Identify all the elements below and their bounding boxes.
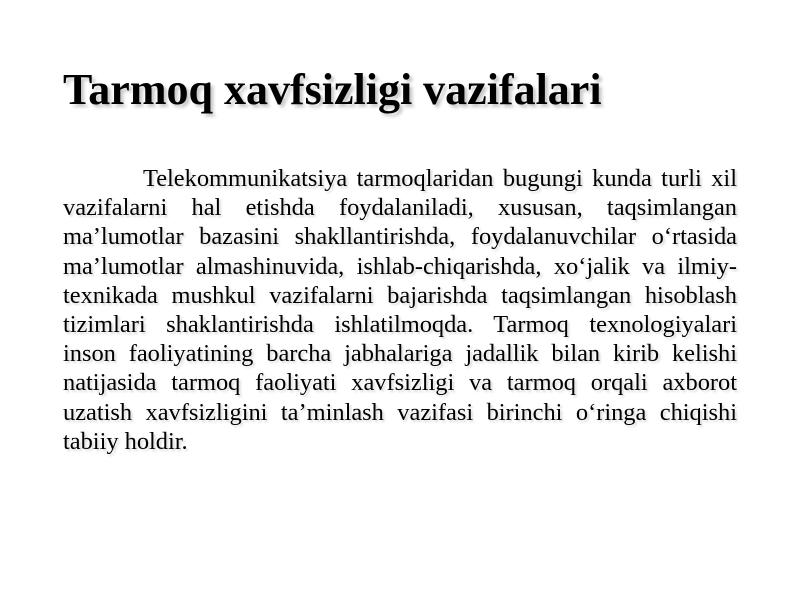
slide-body-paragraph: Telekommunikatsiya tarmoqlaridan bugungi kunda turli xil vazifalarni hal etishda foydalaniladi, xususan, taqsimlangan ma’lumotlar bazasini shakllantirishda, foydalanuvchilar o‘rtasida ma’lumotlar almashinuvida, ishlab-chiqarishda, xo‘jalik va ilmiy-texnikada mushkul vazifalarni bajarishda taqsimlangan hisoblash tizimlari shaklantirishda ishlatilmoqda. Tarmoq texnologiyalari inson faoliyatining barcha jabhalariga jadallik bilan kirib kelishi natijasida tarmoq faoliyati xavfsizligi va tarmoq orqali axborot uzatish xavfsizligini ta’minlash vazifasi birinchi o‘ringa chiqishi tabiiy holdir. [63,165,737,455]
slide-title: Tarmoq xavfsizligi vazifalari [63,65,602,114]
